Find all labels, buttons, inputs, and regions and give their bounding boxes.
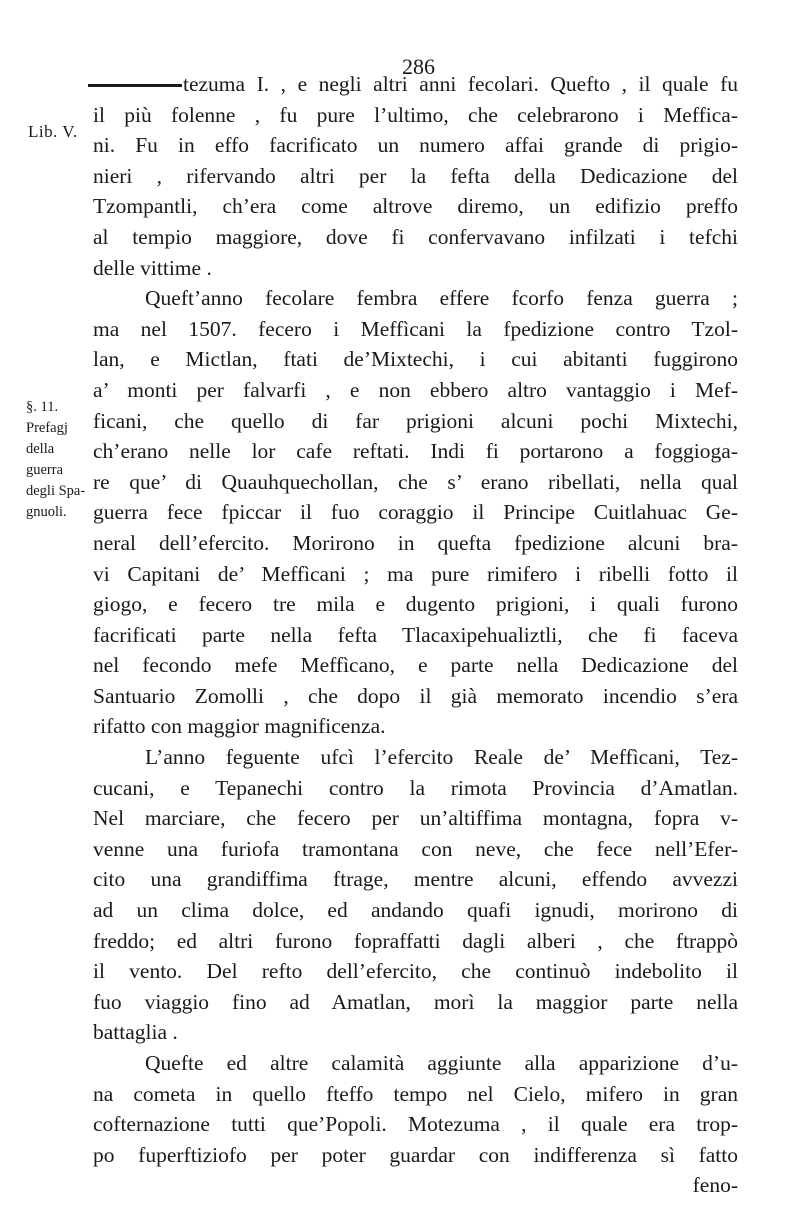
text-line: giogo, e fecero tre mila e dugento prigioni, i quali furono [93,592,738,617]
margin-note-line: Prefagj [26,420,68,436]
margin-note-line: gnuoli. [26,504,67,520]
text-line: Nel marciare, che fecero per un’altiffima montagna, fopra v- [93,806,738,831]
text-line: al tempio maggiore, dove fi confervavano infilzati i tefchi [93,224,738,249]
margin-note-line: §. 11. [26,399,59,415]
text-line: battaglia . [93,1020,178,1045]
margin-note-line: guerra [26,462,64,478]
running-head: Lib. V. [28,122,78,141]
text-line: Santuario Zomolli , che dopo il già memorato incendio s’era [93,683,738,708]
text-line: po fuperftiziofo per poter guardar con indifferenza sì fatto [93,1142,738,1167]
text-line: ma nel 1507. fecero i Meffìcani la fpedizione contro Tzol- [93,316,738,341]
text-line: na cometa in quello fteffo tempo nel Cielo, mifero in gran [93,1081,738,1106]
text-line: venne una furiofa tramontana con neve, che fece nell’Efer- [93,836,738,861]
text-line: cucani, e Tepanechi contro la rimota Provincia d’Amatlan. [93,775,738,800]
text-line: il vento. Del refto dell’efercito, che continuò indebolito il [93,959,738,984]
text-line: Queft’anno fecolare fembra effere fcorfo fenza guerra ; [145,286,738,311]
body-text [93,69,738,1201]
text-line: ni. Fu in effo facrificato un numero affai grande di prigio- [93,133,738,158]
text-line: Tzompantli, ch’era come altrove diremo, un edifizio preffo [93,194,738,219]
text-line: ad un clima dolce, ed andando quafi ignudi, morirono di [93,898,738,923]
text-line: facrificati parte nella fefta Tlacaxipehualiztli, che fi faceva [93,622,738,647]
text-line: cito una grandiffima ftrage, mentre alcuni, effendo avvezzi [93,867,738,892]
margin-note-line: della [26,441,55,457]
text-line: nieri , rifervando altri per la fefta della Dedicazione del [93,163,738,188]
margin-note [26,397,86,523]
text-line: freddo; ed altri furono fopraffatti dagli alberi , che ftrappò [93,928,738,953]
text-line: delle vittime . [93,255,212,280]
text-line: rifatto con maggior magnificenza. [93,714,386,739]
text-line: re que’ di Quauhquechollan, che s’ erano ribellati, nella qual [93,469,738,494]
text-line: Quefte ed altre calamità aggiunte alla apparizione d’u- [145,1051,738,1075]
text-line: a’ monti per falvarfi , e non ebbero altro vantaggio i Mef- [93,377,738,402]
text-line: lan, e Mictlan, ftati de’Mixtechi, i cui abitanti fuggirono [93,347,738,372]
text-line: vi Capitani de’ Meffìcani ; ma pure rimifero i ribelli fotto il [93,561,738,586]
text-line: guerra fece fpiccar il fuo coraggio il Principe Cuitlahuac Ge- [93,500,738,525]
text-line: neral dell’efercito. Morirono in quefta fpedizione alcuni bra- [93,530,738,555]
text-line: tezuma I. , e negli altri anni fecolari. Quefto , il quale fu [183,72,738,96]
text-line: il più folenne , fu pure l’ultimo, che celebrarono i Meffica- [93,102,738,127]
text-line: cofternazione tutti que’Popoli. Motezuma , il quale era trop- [93,1112,738,1137]
text-line: ch’erano nelle lor cafe reftati. Indi fi portarono a foggioga- [93,439,738,464]
catchword: feno- [692,1173,738,1198]
text-line: nel fecondo mefe Meffìcano, e parte nella Dedicazione del [93,653,738,678]
margin-note-line: degli Spa- [26,483,86,499]
text-line: L’anno feguente ufcì l’efercito Reale de’ Meffìcani, Tez- [145,745,738,770]
page-number: 286 [402,54,435,79]
text-line: ficani, che quello di far prigioni alcuni pochi Mixtechi, [93,408,738,433]
text-line: fuo viaggio fino ad Amatlan, morì la maggior parte nella [93,989,738,1014]
